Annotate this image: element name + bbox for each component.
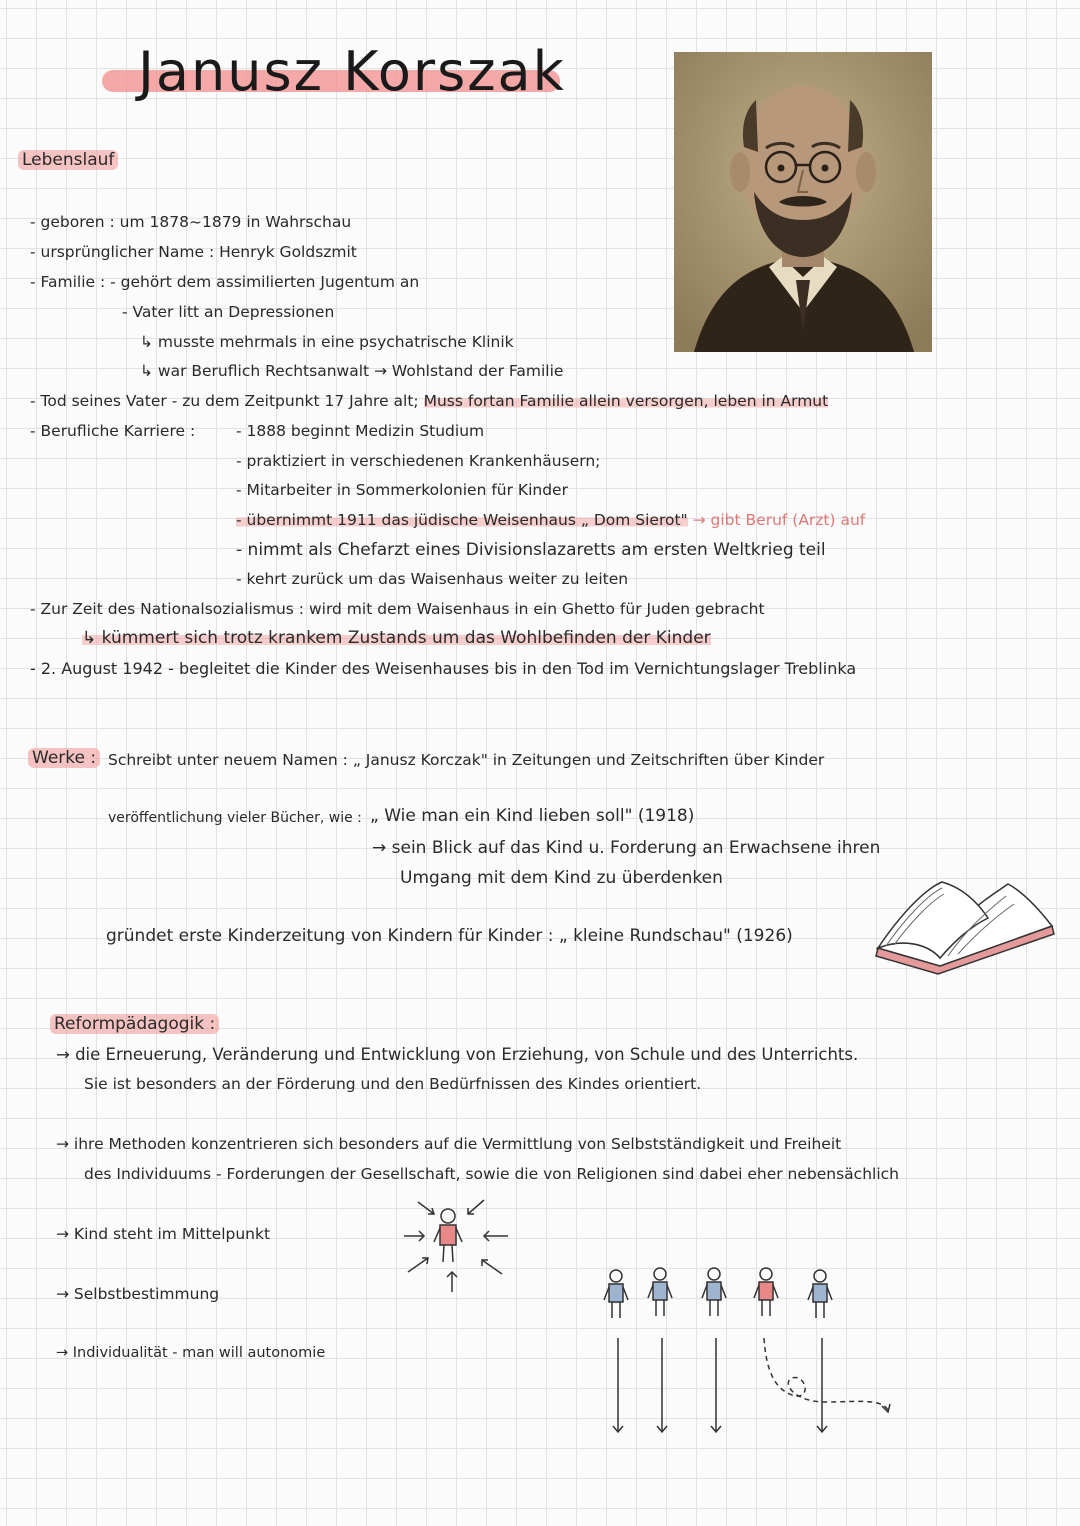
werke-zeitung: gründet erste Kinderzeitung von Kindern für Kinder : „ kleine Rundschau" (1926) [106, 926, 793, 946]
karriere-4 [236, 510, 865, 530]
karriere-3: - Mitarbeiter in Sommerkolonien für Kinder [236, 481, 568, 499]
section-reform: Reformpädagogik : [50, 1014, 219, 1034]
line-tod-a: - Tod seines Vater - zu dem Zeitpunkt 17 Jahre alt; [30, 392, 419, 410]
reform-l2: Sie ist besonders an der Förderung und den Bedürfnissen des Kindes orientiert. [84, 1075, 702, 1093]
line-vater: - Vater litt an Depressionen [122, 303, 335, 321]
open-book-icon [868, 878, 1058, 980]
reform-l4: des Individuums - Forderungen der Gesellschaft, sowie die von Religionen sind dabei eher nebensächlich [84, 1165, 899, 1183]
werke-buch-a: veröffentlichung vieler Bücher, wie : [108, 810, 362, 826]
line-familie: - Familie : - gehört dem assimilierten Jugentum an [30, 273, 420, 291]
child-center-illustration [396, 1196, 516, 1300]
line-ns: - Zur Zeit des Nationalsozialismus : wird mit dem Waisenhaus in ein Ghetto für Juden gebracht [30, 600, 765, 618]
portrait-photo [674, 52, 932, 352]
line-ns-sub: ↳ kümmert sich trotz krankem Zustands um das Wohlbefinden der Kinder [82, 628, 711, 648]
section-lebenslauf: Lebenslauf [18, 150, 118, 170]
karriere-2: - praktiziert in verschiedenen Krankenhäusern; [236, 452, 601, 470]
line-anwalt: ↳ war Beruflich Rechtsanwalt → Wohlstand der Familie [140, 362, 564, 380]
reform-b2: → Selbstbestimmung [56, 1285, 220, 1303]
werke-buch-b: „ Wie man ein Kind lieben soll" (1918) [370, 806, 695, 826]
werke-line1: Schreibt unter neuem Namen : „ Janusz Korczak" in Zeitungen und Zeitschriften über Kinder [108, 751, 825, 769]
karriere-1: - 1888 beginnt Medizin Studium [236, 422, 485, 440]
reform-b3: → Individualität - man will autonomie [56, 1345, 326, 1361]
werke-blick-1: → sein Blick auf das Kind u. Forderung an Erwachsene ihren [372, 838, 881, 858]
line-tod-b: Muss fortan Familie allein versorgen, leben in Armut [423, 392, 829, 410]
reform-b1: → Kind steht im Mittelpunkt [56, 1225, 271, 1243]
line-geboren: - geboren : um 1878~1879 in Wahrschau [30, 213, 352, 231]
section-werke: Werke : [28, 748, 100, 768]
line-name: - ursprünglicher Name : Henryk Goldszmit [30, 243, 357, 261]
line-klinik: ↳ musste mehrmals in eine psychatrische Klinik [140, 333, 514, 351]
line-tod [30, 391, 828, 411]
reform-l1: → die Erneuerung, Veränderung und Entwicklung von Erziehung, von Schule und des Unterrichts. [56, 1045, 859, 1064]
karriere-4-note: → gibt Beruf (Arzt) auf [692, 511, 866, 529]
karriere-6: - kehrt zurück um das Waisenhaus weiter zu leiten [236, 570, 629, 588]
page-title: Janusz Korszak [138, 40, 566, 103]
line-karriere: - Berufliche Karriere : [30, 422, 196, 440]
karriere-5: - nimmt als Chefarzt eines Divisionslazaretts am ersten Weltkrieg teil [236, 540, 826, 560]
children-paths-illustration [596, 1262, 906, 1442]
werke-blick-2: Umgang mit dem Kind zu überdenken [400, 868, 723, 888]
karriere-4-text: - übernimmt 1911 das jüdische Weisenhaus „ Dom Sierot" [236, 511, 688, 529]
line-august: - 2. August 1942 - begleitet die Kinder des Weisenhauses bis in den Tod im Vernichtungslager Treblinka [30, 659, 857, 678]
reform-l3: → ihre Methoden konzentrieren sich besonders auf die Vermittlung von Selbstständigkeit und Freiheit [56, 1135, 842, 1153]
